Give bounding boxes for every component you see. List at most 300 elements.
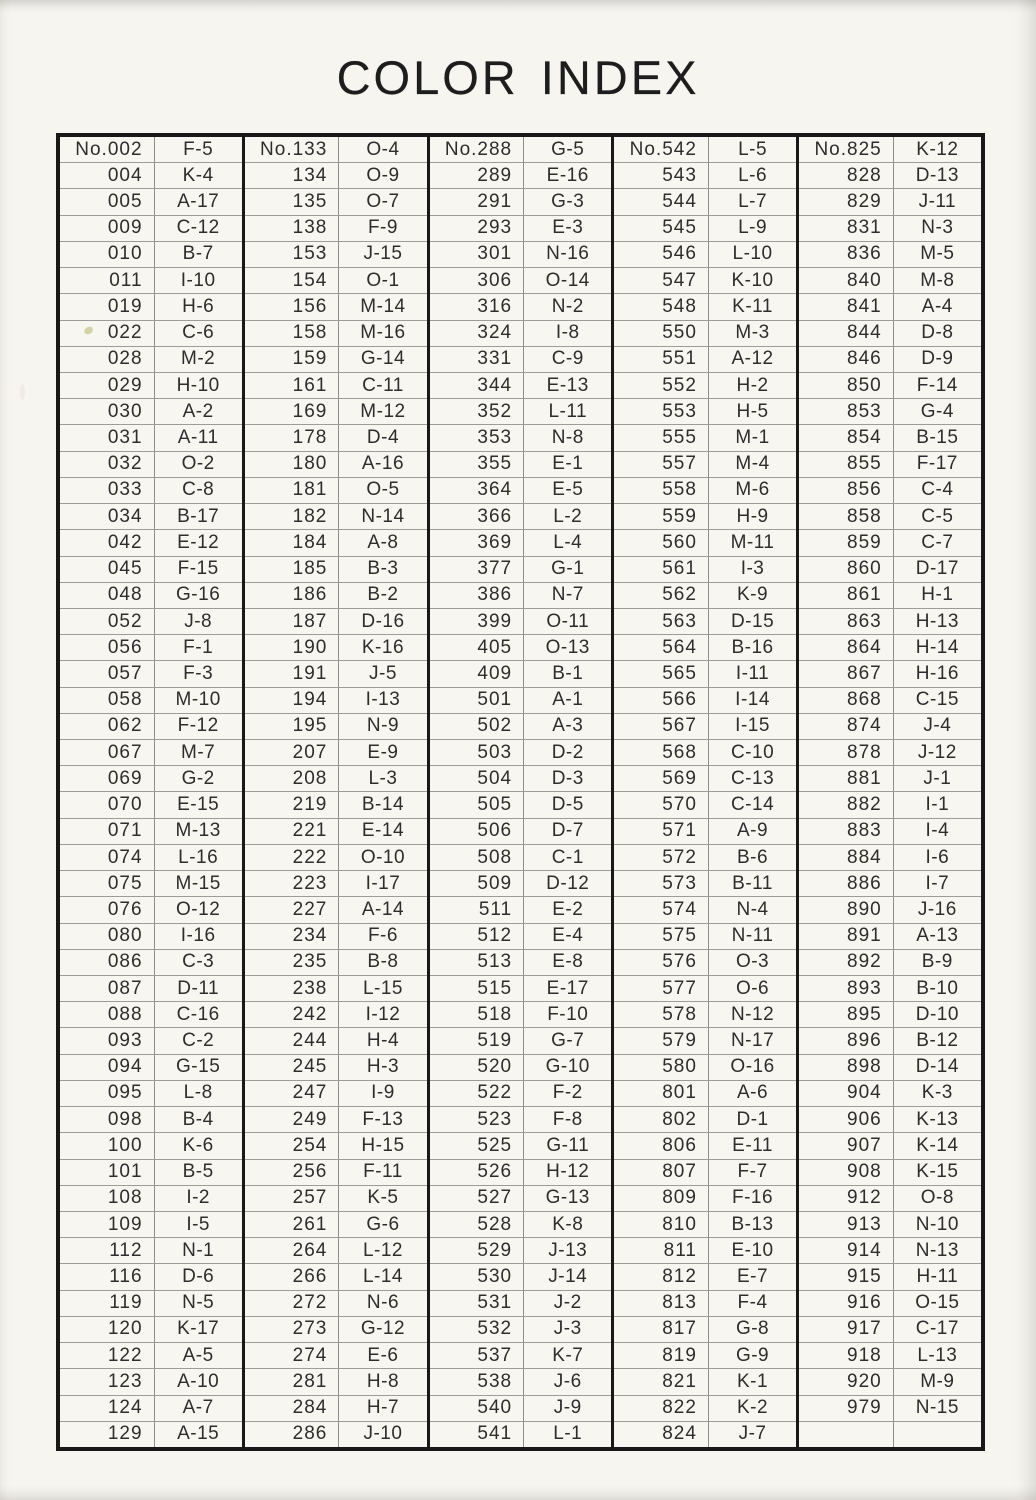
color-code-cell: C-1: [551, 846, 584, 868]
table-row: [60, 215, 242, 241]
table-row: [614, 1001, 796, 1027]
table-row: [60, 739, 242, 765]
table-row: [245, 241, 427, 267]
color-number-cell: 896: [799, 1028, 894, 1053]
table-row: [799, 451, 981, 477]
color-code-cell: I-16: [180, 925, 216, 947]
table-row: [245, 975, 427, 1001]
color-number-cell: 120: [60, 1317, 155, 1342]
color-code-cell: I-15: [735, 715, 770, 737]
color-number-cell: 525: [430, 1133, 525, 1158]
table-row: [799, 923, 981, 949]
table-row: [245, 608, 427, 634]
table-row: [430, 1159, 612, 1185]
color-number-cell: 075: [60, 871, 155, 896]
table-row: [60, 188, 242, 214]
color-code-cell: G-6: [366, 1213, 400, 1235]
color-code-cell: A-8: [367, 531, 399, 553]
color-number-cell: 522: [430, 1081, 525, 1106]
color-code-cell: C-10: [730, 741, 775, 763]
color-code-cell: K-6: [182, 1134, 214, 1156]
color-code-cell: L-16: [178, 846, 219, 868]
color-number-cell: 222: [245, 845, 340, 870]
color-code-cell: F-10: [547, 1003, 589, 1025]
table-row: [245, 162, 427, 188]
table-row: [245, 1290, 427, 1316]
color-code-cell: E-6: [367, 1344, 399, 1366]
color-code-cell: K-10: [731, 269, 774, 291]
color-code-cell: B-8: [367, 951, 399, 973]
table-row: [245, 1421, 427, 1447]
color-number-cell: 855: [799, 452, 894, 477]
color-code-cell: G-14: [360, 348, 406, 370]
color-code-cell: N-6: [366, 1292, 400, 1314]
table-row: [799, 1342, 981, 1368]
color-number-cell: 913: [799, 1212, 894, 1237]
color-code-cell: G-4: [920, 400, 954, 422]
table-row: [60, 1263, 242, 1289]
color-number-cell: 119: [60, 1291, 155, 1316]
color-number-cell: 369: [430, 530, 525, 555]
table-row: [245, 424, 427, 450]
color-code-cell: E-11: [732, 1134, 773, 1156]
color-number-cell: 828: [799, 163, 894, 188]
table-row: [430, 424, 612, 450]
table-row: [799, 713, 981, 739]
color-code-cell: N-14: [361, 505, 405, 527]
table-row: [245, 477, 427, 503]
table-row: [430, 608, 612, 634]
color-number-cell: 541: [430, 1422, 525, 1447]
table-row: [245, 713, 427, 739]
color-code-cell: M-10: [175, 689, 221, 711]
table-row: [245, 1001, 427, 1027]
color-code-cell: F-5: [183, 138, 214, 160]
color-code-cell: I-11: [735, 662, 770, 684]
color-number-cell: 405: [430, 635, 525, 660]
color-code-cell: O-12: [176, 898, 221, 920]
color-number-cell: 547: [614, 268, 709, 293]
table-row: [799, 1237, 981, 1263]
color-code-cell: H-5: [736, 400, 769, 422]
table-row: [245, 215, 427, 241]
color-number-cell: 010: [60, 242, 155, 267]
color-number-cell: 154: [245, 268, 340, 293]
color-number-cell: 235: [245, 950, 340, 975]
color-code-cell: L-6: [738, 164, 768, 186]
table-row: [799, 267, 981, 293]
table-row: [60, 1316, 242, 1342]
color-number-cell: 032: [60, 452, 155, 477]
table-row: [60, 687, 242, 713]
color-index-table: [56, 133, 985, 1451]
color-code-cell: N-11: [731, 925, 774, 947]
color-code-cell: E-10: [731, 1239, 774, 1261]
table-row: [60, 923, 242, 949]
color-number-cell: 071: [60, 819, 155, 844]
color-code-cell: H-12: [546, 1161, 590, 1183]
table-row: [245, 923, 427, 949]
table-row: [245, 503, 427, 529]
color-code-cell: M-1: [735, 427, 770, 449]
color-code-cell: O-9: [366, 164, 400, 186]
table-row: [799, 1027, 981, 1053]
table-row: [430, 975, 612, 1001]
table-row: [614, 1027, 796, 1053]
color-number-cell: 169: [245, 399, 340, 424]
table-row: [60, 1342, 242, 1368]
color-code-cell: K-15: [916, 1161, 959, 1183]
color-code-cell: F-7: [737, 1161, 768, 1183]
table-row: [245, 320, 427, 346]
table-row: [430, 372, 612, 398]
color-number-cell: 571: [614, 819, 709, 844]
table-row: [614, 1368, 796, 1394]
color-code-cell: M-13: [175, 820, 221, 842]
color-number-cell: 566: [614, 688, 709, 713]
color-number-cell: 506: [430, 819, 525, 844]
color-number-cell: 508: [430, 845, 525, 870]
color-code-cell: J-15: [363, 243, 403, 265]
color-number-cell: 306: [430, 268, 525, 293]
color-code-cell: M-16: [360, 322, 406, 344]
color-code-cell: N-16: [546, 243, 590, 265]
color-number-cell: 567: [614, 714, 709, 739]
table-row: [245, 137, 427, 162]
table-row: [430, 398, 612, 424]
table-row: [614, 556, 796, 582]
table-row: [430, 870, 612, 896]
color-code-cell: C-17: [915, 1318, 959, 1340]
color-number-cell: 184: [245, 530, 340, 555]
color-code-cell: E-9: [367, 741, 399, 763]
table-row: [430, 1185, 612, 1211]
color-number-cell: 908: [799, 1160, 894, 1185]
color-code-cell: M-15: [175, 872, 221, 894]
table-row: [430, 660, 612, 686]
table-row: [799, 215, 981, 241]
color-number-cell: 562: [614, 583, 709, 608]
color-code-cell: M-14: [360, 295, 406, 317]
color-code-cell: K-16: [361, 636, 405, 658]
color-code-cell: H-3: [366, 1056, 400, 1078]
color-number-cell: 029: [60, 373, 155, 398]
color-code-cell: G-9: [735, 1344, 770, 1366]
table-row: [60, 503, 242, 529]
color-number-cell: 886: [799, 871, 894, 896]
table-row: [614, 320, 796, 346]
color-code-cell: C-15: [915, 689, 959, 711]
color-number-cell: 831: [799, 216, 894, 241]
color-number-cell: 882: [799, 792, 894, 817]
color-number-cell: 563: [614, 609, 709, 634]
color-number-cell: 891: [799, 924, 894, 949]
color-number-cell: 207: [245, 740, 340, 765]
color-number-cell: 501: [430, 688, 525, 713]
color-code-cell: B-13: [731, 1213, 774, 1235]
color-number-cell: 249: [245, 1107, 340, 1132]
color-number-cell: 513: [430, 950, 525, 975]
color-number-cell: 573: [614, 871, 709, 896]
table-row: [614, 241, 796, 267]
table-row: [799, 1211, 981, 1237]
color-code-cell: H-8: [366, 1370, 400, 1392]
color-number-cell: 817: [614, 1317, 709, 1342]
table-row: [430, 1054, 612, 1080]
color-code-cell: M-2: [181, 348, 216, 370]
color-number-cell: 916: [799, 1291, 894, 1316]
color-number-cell: 813: [614, 1291, 709, 1316]
color-number-cell: 257: [245, 1186, 340, 1211]
color-number-cell: 864: [799, 635, 894, 660]
table-row: [60, 1290, 242, 1316]
table-row: [799, 503, 981, 529]
table-row: [60, 1054, 242, 1080]
color-number-cell: 883: [799, 819, 894, 844]
table-row: [614, 870, 796, 896]
color-code-cell: M-5: [920, 243, 955, 265]
table-row: [245, 372, 427, 398]
color-code-cell: C-3: [182, 951, 215, 973]
color-code-cell: M-6: [735, 479, 770, 501]
color-number-cell: 291: [430, 189, 525, 214]
table-row: [614, 137, 796, 162]
color-number-cell: 009: [60, 216, 155, 241]
color-code-cell: N-17: [730, 1030, 775, 1052]
table-row: [245, 1080, 427, 1106]
color-number-cell: 806: [614, 1133, 709, 1158]
color-number-cell: 854: [799, 425, 894, 450]
color-code-cell: L-12: [362, 1239, 403, 1261]
color-code-cell: O-11: [546, 610, 590, 632]
table-row: [614, 451, 796, 477]
color-code-cell: E-16: [546, 164, 589, 186]
color-number-cell: 560: [614, 530, 709, 555]
color-number-cell: 331: [430, 347, 525, 372]
color-code-cell: K-1: [737, 1370, 769, 1392]
color-code-cell: F-13: [362, 1108, 404, 1130]
color-number-cell: 505: [430, 792, 525, 817]
color-number-cell: 561: [614, 557, 709, 582]
color-code-cell: F-2: [552, 1082, 583, 1104]
color-code-cell: A-4: [921, 295, 953, 317]
table-row: [60, 1185, 242, 1211]
color-code-cell: I-17: [365, 872, 401, 894]
table-row: [799, 1263, 981, 1289]
color-number-cell: 545: [614, 216, 709, 241]
color-code-cell: C-4: [921, 479, 954, 501]
color-code-cell: J-1: [923, 767, 952, 789]
color-code-cell: F-11: [363, 1161, 403, 1183]
color-number-cell: 822: [614, 1396, 709, 1421]
color-number-cell: 181: [245, 478, 340, 503]
table-row: [430, 713, 612, 739]
table-row: [799, 137, 981, 162]
color-code-cell: O-16: [730, 1056, 775, 1078]
table-row: [799, 1132, 981, 1158]
color-number-cell: 548: [614, 294, 709, 319]
color-number-cell: 537: [430, 1343, 525, 1368]
color-code-cell: I-6: [925, 846, 950, 868]
color-number-cell: 890: [799, 897, 894, 922]
color-code-cell: I-7: [925, 872, 950, 894]
table-row: [799, 896, 981, 922]
color-number-cell: 904: [799, 1081, 894, 1106]
color-number-cell: 538: [430, 1369, 525, 1394]
color-code-cell: C-16: [176, 1003, 220, 1025]
table-row: [614, 1054, 796, 1080]
color-number-cell: 811: [614, 1238, 709, 1263]
table-row: [245, 529, 427, 555]
color-number-cell: 914: [799, 1238, 894, 1263]
color-number-cell: 161: [245, 373, 340, 398]
table-row: [614, 896, 796, 922]
table-row: [614, 1263, 796, 1289]
table-row: [614, 713, 796, 739]
color-code-cell: K-7: [552, 1344, 584, 1366]
color-number-cell: 575: [614, 924, 709, 949]
table-row: [245, 765, 427, 791]
table-row: [60, 713, 242, 739]
table-row: [60, 949, 242, 975]
table-row: [614, 739, 796, 765]
table-row: [799, 1368, 981, 1394]
color-number-cell: 543: [614, 163, 709, 188]
color-number-cell: 159: [245, 347, 340, 372]
color-code-cell: G-12: [360, 1318, 406, 1340]
color-code-cell: H-16: [915, 662, 959, 684]
color-code-cell: L-5: [738, 138, 768, 160]
table-row: [799, 1421, 981, 1447]
table-row: [60, 791, 242, 817]
color-code-cell: A-14: [361, 898, 405, 920]
color-number-cell: 377: [430, 557, 525, 582]
table-row: [430, 529, 612, 555]
color-code-cell: K-5: [367, 1187, 399, 1209]
color-code-cell: C-7: [921, 531, 954, 553]
table-row: [245, 791, 427, 817]
table-row: [614, 1316, 796, 1342]
color-code-cell: G-13: [545, 1187, 590, 1209]
color-code-cell: H-4: [366, 1030, 400, 1052]
color-number-cell: 245: [245, 1055, 340, 1080]
color-number-cell: 579: [614, 1028, 709, 1053]
color-code-cell: E-8: [552, 951, 584, 973]
color-number-cell: 863: [799, 609, 894, 634]
table-row: [799, 1001, 981, 1027]
color-number-cell: 867: [799, 661, 894, 686]
table-row: [60, 1237, 242, 1263]
color-number-cell: 344: [430, 373, 525, 398]
color-code-cell: O-14: [545, 269, 590, 291]
table-row: [799, 949, 981, 975]
color-number-cell: 187: [245, 609, 340, 634]
color-code-cell: O-13: [545, 636, 590, 658]
color-code-cell: H-13: [915, 610, 959, 632]
color-code-cell: B-11: [732, 872, 773, 894]
color-number-cell: 552: [614, 373, 709, 398]
color-code-cell: I-8: [555, 322, 580, 344]
table-row: [799, 1185, 981, 1211]
color-code-cell: E-12: [177, 531, 220, 553]
color-number-cell: 809: [614, 1186, 709, 1211]
table-row: [60, 818, 242, 844]
color-code-cell: D-9: [921, 348, 954, 370]
table-row: [60, 844, 242, 870]
color-number-cell: 912: [799, 1186, 894, 1211]
table-row: [245, 1159, 427, 1185]
table-row: [430, 1132, 612, 1158]
table-row: [614, 346, 796, 372]
color-code-cell: D-13: [915, 164, 959, 186]
color-code-cell: L-4: [553, 531, 583, 553]
color-code-cell: B-7: [182, 243, 214, 265]
table-column-group-3: [430, 137, 615, 1447]
color-code-cell: D-7: [551, 820, 584, 842]
color-code-cell: J-4: [923, 715, 952, 737]
color-code-cell: I-3: [740, 558, 765, 580]
table-row: [245, 188, 427, 214]
color-number-cell: 881: [799, 766, 894, 791]
color-code-cell: D-8: [921, 322, 954, 344]
table-row: [430, 687, 612, 713]
color-number-cell: 045: [60, 557, 155, 582]
color-code-cell: L-9: [738, 217, 768, 239]
color-code-cell: G-5: [551, 138, 585, 160]
color-code-cell: C-11: [362, 374, 404, 396]
table-row: [245, 346, 427, 372]
color-number-cell: 557: [614, 452, 709, 477]
table-row: [614, 477, 796, 503]
color-code-cell: M-3: [735, 322, 770, 344]
color-number-cell: 182: [245, 504, 340, 529]
table-row: [60, 1211, 242, 1237]
color-code-cell: D-11: [177, 977, 220, 999]
color-code-cell: L-2: [553, 505, 583, 527]
table-row: [614, 660, 796, 686]
table-row: [799, 1054, 981, 1080]
color-number-cell: 801: [614, 1081, 709, 1106]
color-number-cell: 256: [245, 1160, 340, 1185]
color-code-cell: E-3: [552, 217, 584, 239]
color-code-cell: C-9: [551, 348, 584, 370]
color-number-cell: 274: [245, 1343, 340, 1368]
color-number-cell: 098: [60, 1107, 155, 1132]
color-number-cell: 286: [245, 1422, 340, 1447]
color-number-cell: No.825: [799, 137, 894, 162]
color-number-cell: 095: [60, 1081, 155, 1106]
color-code-cell: G-8: [735, 1318, 770, 1340]
color-number-cell: 108: [60, 1186, 155, 1211]
color-code-cell: M-4: [735, 453, 770, 475]
color-code-cell: E-2: [552, 898, 584, 920]
color-code-cell: O-3: [735, 951, 770, 973]
color-number-cell: 577: [614, 976, 709, 1001]
table-row: [245, 818, 427, 844]
color-number-cell: 568: [614, 740, 709, 765]
table-row: [60, 660, 242, 686]
color-code-cell: N-7: [551, 584, 584, 606]
color-number-cell: 884: [799, 845, 894, 870]
table-column-group-4: [614, 137, 799, 1447]
color-number-cell: 031: [60, 425, 155, 450]
color-number-cell: 109: [60, 1212, 155, 1237]
color-code-cell: L-3: [368, 767, 398, 789]
table-row: [245, 1342, 427, 1368]
color-number-cell: 874: [799, 714, 894, 739]
color-number-cell: 850: [799, 373, 894, 398]
color-number-cell: 531: [430, 1291, 525, 1316]
